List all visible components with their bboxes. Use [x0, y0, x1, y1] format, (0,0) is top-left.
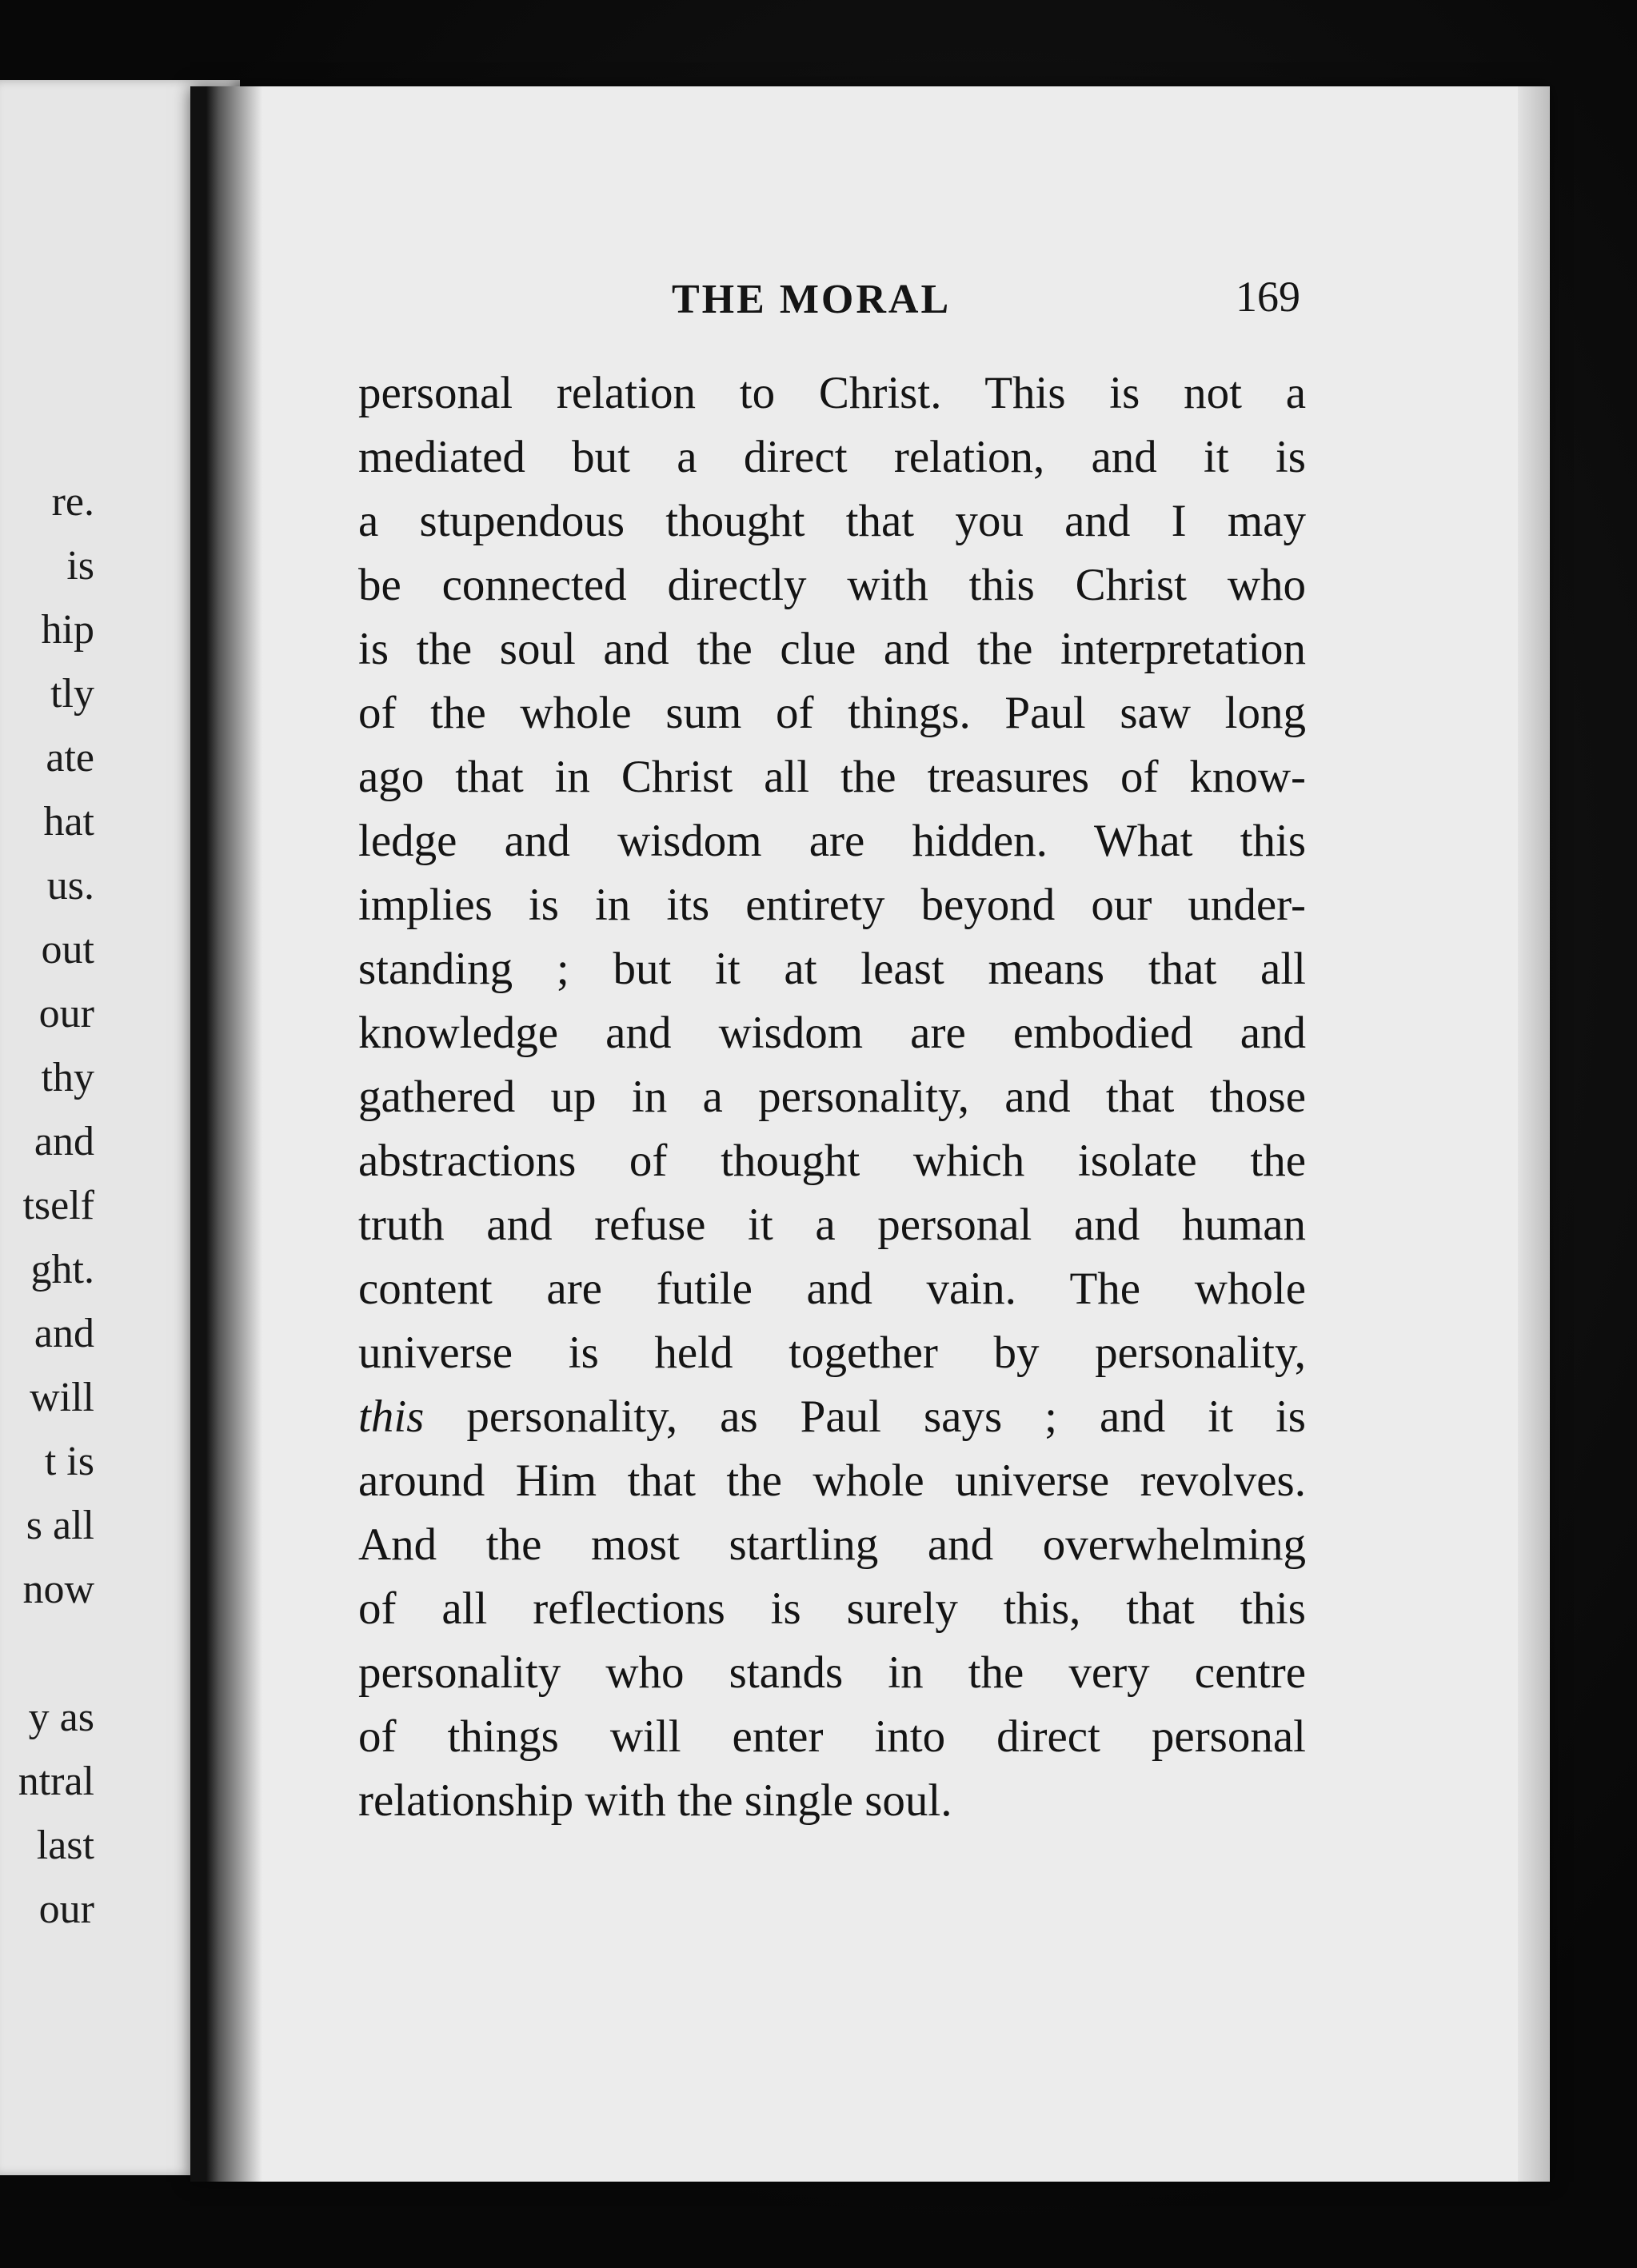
text-line-italic-start [358, 1385, 1306, 1449]
text-line: of things will enter into direct personal [358, 1711, 1306, 1762]
facing-line: out [41, 927, 94, 972]
text-line: personality who stands in the very centre [358, 1647, 1306, 1698]
facing-line: is [66, 543, 94, 589]
text-line: around Him that the whole universe revolves. [358, 1455, 1306, 1506]
facing-line: tself [22, 1183, 94, 1228]
facing-line: our [38, 1887, 94, 1932]
text-line: universe is held together by personality, [358, 1328, 1306, 1378]
text-line: implies is in its entirety beyond our under- [358, 880, 1306, 930]
facing-line: now [22, 1567, 94, 1612]
running-head: THE MORAL [672, 277, 952, 322]
facing-page-text [0, 470, 94, 1942]
italic-word: this [358, 1392, 425, 1442]
facing-line: ate [46, 735, 94, 781]
text-line: of the whole sum of things. Paul saw long [358, 688, 1306, 738]
text-line: mediated but a direct relation, and it is [358, 432, 1306, 482]
text-line: content are futile and vain. The whole [358, 1264, 1306, 1314]
facing-line: y as [28, 1695, 94, 1740]
facing-line-blank [0, 1622, 94, 1686]
text-line: truth and refuse it a personal and human [358, 1200, 1306, 1250]
text-line: ago that in Christ all the treasures of know- [358, 752, 1306, 802]
text-line: be connected directly with this Christ who [358, 560, 1306, 610]
text-line: And the most startling and overwhelming [358, 1519, 1306, 1570]
facing-line: hip [41, 607, 94, 653]
text-line: of all reflections is surely this, that this [358, 1583, 1306, 1634]
text-line: is the soul and the clue and the interpretation [358, 624, 1306, 674]
facing-line: hat [43, 799, 94, 845]
text-line: a stupendous thought that you and I may [358, 496, 1306, 546]
text-line: knowledge and wisdom are embodied and [358, 1008, 1306, 1058]
facing-line: s all [26, 1503, 94, 1548]
facing-line: thy [41, 1055, 94, 1100]
facing-line: ntral [18, 1759, 94, 1804]
facing-line: and [34, 1119, 94, 1164]
page-number: 169 [1236, 273, 1300, 321]
facing-line: us. [46, 863, 94, 908]
facing-line: will [30, 1375, 94, 1420]
text-line: personal relation to Christ. This is not a [358, 368, 1306, 418]
body-text [358, 361, 1306, 1833]
text-line: standing ; but it at least means that all [358, 944, 1306, 994]
book-binding [190, 86, 262, 2182]
text-line: abstractions of thought which isolate the [358, 1136, 1306, 1186]
facing-line: and [34, 1311, 94, 1356]
text-line: gathered up in a personality, and that those [358, 1072, 1306, 1122]
facing-line: ght. [30, 1247, 94, 1292]
text-line: ledge and wisdom are hidden. What this [358, 816, 1306, 866]
facing-line: re. [51, 479, 94, 525]
facing-line: last [36, 1823, 94, 1868]
facing-line: t is [44, 1439, 94, 1484]
facing-line: tly [50, 671, 94, 717]
text-line-rest: personality, as Paul says ; and it is [466, 1392, 1306, 1442]
text-line-last: relationship with the single soul. [358, 1775, 952, 1826]
facing-line: our [38, 991, 94, 1036]
